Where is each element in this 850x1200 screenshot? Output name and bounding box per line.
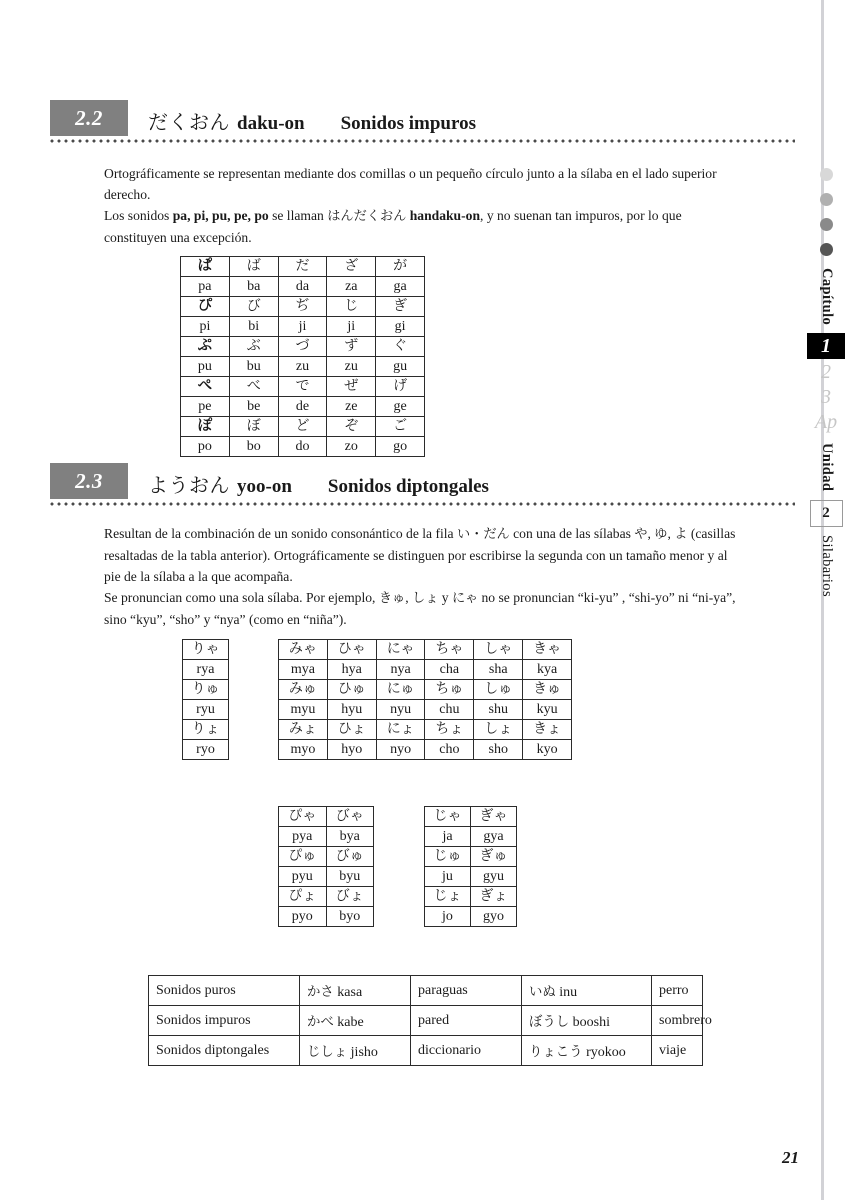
table-row: [183, 680, 229, 700]
kana-cell: じ: [327, 297, 376, 317]
romaji-cell: zu: [327, 357, 376, 377]
kana-cell: じゅ: [425, 847, 471, 867]
example-word-1: かべ kabe: [300, 1006, 411, 1036]
romaji-cell: go: [376, 437, 425, 457]
sidebar-unit-number[interactable]: 2: [810, 500, 843, 527]
section-title-romaji-2-2: daku-on: [237, 113, 305, 134]
kana-cell: ば: [229, 257, 278, 277]
section-header-2-3: [50, 463, 795, 506]
sidebar-chapter-2[interactable]: 2: [821, 361, 831, 384]
example-word-1: じしょ jisho: [300, 1036, 411, 1066]
sidebar-chapter-label: Capítulo: [819, 268, 835, 326]
kana-cell: ひょ: [327, 720, 376, 740]
kana-cell: で: [278, 377, 327, 397]
kana-cell: ぜ: [327, 377, 376, 397]
table-row: [149, 1006, 703, 1036]
kana-cell: みょ: [279, 720, 328, 740]
section-title-romaji-2-3: yoo-on: [237, 476, 292, 497]
romaji-cell: chu: [425, 700, 474, 720]
kana-cell: びゅ: [326, 847, 374, 867]
romaji-cell: gu: [376, 357, 425, 377]
kana-cell: づ: [278, 337, 327, 357]
romaji-cell: bya: [326, 827, 374, 847]
progress-dot: [820, 168, 833, 181]
kana-cell: ぐ: [376, 337, 425, 357]
yoo-on-main-table: [278, 639, 572, 760]
kana-cell: ぢ: [278, 297, 327, 317]
translation-1: pared: [411, 1006, 522, 1036]
section-title-spanish-2-3: Sonidos diptongales: [327, 476, 489, 497]
kana-cell: ぱ: [181, 257, 230, 277]
romaji-cell: ju: [425, 867, 471, 887]
progress-dot: [820, 218, 833, 231]
kana-cell: ぴゅ: [279, 847, 327, 867]
kana-cell: が: [376, 257, 425, 277]
summary-table-body: [149, 976, 712, 1066]
romaji-cell: zu: [278, 357, 327, 377]
kana-cell: ぎ: [376, 297, 425, 317]
romaji-cell: myo: [279, 740, 328, 760]
table-row: [279, 807, 374, 827]
table-row: [425, 887, 517, 907]
table-row: [181, 317, 425, 337]
kana-cell: ぴょ: [279, 887, 327, 907]
kana-text: ぼうし: [529, 1014, 570, 1030]
section-body-2-3: [104, 523, 744, 630]
romaji-cell: rya: [183, 660, 229, 680]
translation-1: paraguas: [411, 976, 522, 1006]
romaji-cell: mya: [279, 660, 328, 680]
progress-dots: [806, 168, 846, 256]
kana-cell: ちゅ: [425, 680, 474, 700]
table-row: [181, 377, 425, 397]
kana-cell: ぎゃ: [471, 807, 517, 827]
romaji-cell: ja: [425, 827, 471, 847]
romaji-cell: hyu: [327, 700, 376, 720]
kana-text: じしょ: [307, 1044, 348, 1060]
table-row: [149, 1036, 703, 1066]
example-word-1: かさ kasa: [300, 976, 411, 1006]
kana-cell: りゃ: [183, 640, 229, 660]
romaji-cell: byu: [326, 867, 374, 887]
romaji-cell: ji: [278, 317, 327, 337]
romaji-cell: bi: [229, 317, 278, 337]
romaji-cell: myu: [279, 700, 328, 720]
kana-cell: ぴ: [181, 297, 230, 317]
kana-cell: げ: [376, 377, 425, 397]
kana-cell: ず: [327, 337, 376, 357]
kana-cell: べ: [229, 377, 278, 397]
table-row: [183, 700, 229, 720]
romaji-cell: za: [327, 277, 376, 297]
translation-1: diccionario: [411, 1036, 522, 1066]
kana-cell: び: [229, 297, 278, 317]
section-header-2-2: [50, 100, 795, 143]
romaji-cell: do: [278, 437, 327, 457]
example-word-2: ぼうし booshi: [522, 1006, 652, 1036]
romaji-cell: da: [278, 277, 327, 297]
kana-cell: にょ: [376, 720, 425, 740]
romaji-cell: pi: [181, 317, 230, 337]
kana-cell: ぎゅ: [471, 847, 517, 867]
section-title-kana-2-2: だくおん: [148, 110, 230, 134]
table-row: [181, 417, 425, 437]
summary-table: [148, 975, 712, 1066]
table-row: [279, 700, 572, 720]
table-row: [181, 257, 425, 277]
table-row: [425, 827, 517, 847]
table-row: [181, 297, 425, 317]
table-row: [181, 357, 425, 377]
example-word-2: いぬ inu: [522, 976, 652, 1006]
kana-text: かさ: [307, 984, 334, 1000]
kana-cell: みゅ: [279, 680, 328, 700]
paragraph: Los sonidos pa, pi, pu, pe, po se llaman はんだくおん handaku-on, y no suenan tan impuros, por lo que constituyen una excepción.: [104, 208, 682, 245]
table-row: [181, 437, 425, 457]
table-row: [425, 847, 517, 867]
table-row: [279, 680, 572, 700]
kana-cell: ぶ: [229, 337, 278, 357]
translation-2: viaje: [652, 1036, 703, 1066]
kana-cell: にゃ: [376, 640, 425, 660]
table-row: [183, 720, 229, 740]
translation-2: sombrero: [652, 1006, 703, 1036]
kana-cell: きゃ: [523, 640, 572, 660]
kana-cell: ぞ: [327, 417, 376, 437]
romaji-cell: zo: [327, 437, 376, 457]
kana-cell: しゅ: [474, 680, 523, 700]
kana-cell: きゅ: [523, 680, 572, 700]
section-title-spanish-2-2: Sonidos impuros: [340, 113, 476, 134]
kana-cell: ぺ: [181, 377, 230, 397]
romaji-cell: pe: [181, 397, 230, 417]
table-row: [183, 740, 229, 760]
romaji-cell: kyo: [523, 740, 572, 760]
romaji-cell: ze: [327, 397, 376, 417]
kana-cell: ひゃ: [327, 640, 376, 660]
example-word-2: りょこう ryokoo: [522, 1036, 652, 1066]
section-number-badge-2-3: 2.3: [50, 463, 128, 499]
translation-2: perro: [652, 976, 703, 1006]
table-row: [425, 907, 517, 927]
section-divider-2-3: [50, 502, 795, 506]
romaji-cell: pa: [181, 277, 230, 297]
table-row: [183, 660, 229, 680]
kana-cell: きょ: [523, 720, 572, 740]
romaji-cell: gi: [376, 317, 425, 337]
section-title-kana-2-3: ようおん: [148, 473, 230, 497]
section-body-2-2: [104, 163, 744, 248]
romaji-cell: hyo: [327, 740, 376, 760]
sidebar-chapter-1[interactable]: 1: [807, 333, 845, 359]
table-row: [279, 867, 374, 887]
section-divider-2-2: [50, 139, 795, 143]
table-row: [279, 907, 374, 927]
progress-dot: [820, 193, 833, 206]
kana-cell: しょ: [474, 720, 523, 740]
romaji-cell: ga: [376, 277, 425, 297]
paragraph: Resultan de la combinación de un sonido consonántico de la fila い・だん con una de las sílabas や, ゆ, よ (casillas resaltadas de la tabla anterior). Ortográficamente se distinguen por escribirse la segunda con un tamaño menor y al pie de la sílaba a la que acompaña.: [104, 526, 736, 584]
romaji-cell: byo: [326, 907, 374, 927]
kana-cell: しゃ: [474, 640, 523, 660]
sound-type-label: Sonidos puros: [149, 976, 300, 1006]
romaji-cell: ge: [376, 397, 425, 417]
table-row: [279, 720, 572, 740]
paragraph-richtext: [104, 523, 744, 630]
sidebar-chapter-list: [806, 333, 846, 435]
table-row: [149, 976, 703, 1006]
romaji-cell: po: [181, 437, 230, 457]
table-row: [181, 337, 425, 357]
ja-gya-table: [424, 806, 517, 927]
sidebar-chapter-Ap[interactable]: Ap: [814, 411, 838, 434]
kana-cell: ざ: [327, 257, 376, 277]
section-title-2-3: [148, 469, 489, 499]
kana-cell: ぽ: [181, 417, 230, 437]
kana-cell: みゃ: [279, 640, 328, 660]
romaji-cell: pyu: [279, 867, 327, 887]
table-row: [279, 827, 374, 847]
romaji-cell: pu: [181, 357, 230, 377]
romaji-cell: sha: [474, 660, 523, 680]
kana-cell: ひゅ: [327, 680, 376, 700]
kana-text: りょこう: [529, 1044, 583, 1060]
kana-cell: だ: [278, 257, 327, 277]
kana-cell: じゃ: [425, 807, 471, 827]
table-row: [181, 397, 425, 417]
romaji-cell: nya: [376, 660, 425, 680]
romaji-cell: de: [278, 397, 327, 417]
kana-cell: ど: [278, 417, 327, 437]
table-row: [279, 640, 572, 660]
chapter-sidebar: [806, 168, 846, 605]
romaji-cell: ryu: [183, 700, 229, 720]
romaji-cell: ji: [327, 317, 376, 337]
romaji-cell: cho: [425, 740, 474, 760]
kana-cell: ぎょ: [471, 887, 517, 907]
kana-cell: ちょ: [425, 720, 474, 740]
sidebar-chapter-3[interactable]: 3: [821, 386, 831, 409]
section-title-2-2: [148, 106, 476, 136]
kana-cell: ぼ: [229, 417, 278, 437]
kana-text: いぬ: [529, 984, 556, 1000]
kana-cell: ぴゃ: [279, 807, 327, 827]
romaji-cell: nyo: [376, 740, 425, 760]
sound-type-label: Sonidos impuros: [149, 1006, 300, 1036]
paragraph-richtext: [104, 163, 744, 248]
romaji-cell: be: [229, 397, 278, 417]
romaji-cell: ba: [229, 277, 278, 297]
sidebar-unit-name: Silabarios: [819, 534, 835, 597]
sidebar-unit-label: Unidad: [819, 443, 835, 492]
romaji-cell: sho: [474, 740, 523, 760]
rya-table: [182, 639, 229, 760]
sound-type-label: Sonidos diptongales: [149, 1036, 300, 1066]
kana-text: かべ: [307, 1014, 334, 1030]
kana-cell: りょ: [183, 720, 229, 740]
kana-cell: びゃ: [326, 807, 374, 827]
romaji-cell: jo: [425, 907, 471, 927]
table-row: [425, 867, 517, 887]
table-row: [279, 660, 572, 680]
table-row: [183, 640, 229, 660]
romaji-cell: pyo: [279, 907, 327, 927]
romaji-cell: kya: [523, 660, 572, 680]
pya-bya-table: [278, 806, 374, 927]
paragraph: Ortográficamente se representan mediante dos comillas o un pequeño círculo junto a la sílaba en el lado superior derecho.: [104, 166, 717, 202]
romaji-cell: nyu: [376, 700, 425, 720]
progress-dot: [820, 243, 833, 256]
romaji-cell: gyu: [471, 867, 517, 887]
daku-on-table: [180, 256, 425, 457]
romaji-cell: ryo: [183, 740, 229, 760]
kana-cell: にゅ: [376, 680, 425, 700]
romaji-cell: bo: [229, 437, 278, 457]
romaji-cell: hya: [327, 660, 376, 680]
kana-cell: びょ: [326, 887, 374, 907]
kana-cell: りゅ: [183, 680, 229, 700]
section-number-badge-2-2: 2.2: [50, 100, 128, 136]
table-row: [279, 847, 374, 867]
romaji-cell: gyo: [471, 907, 517, 927]
romaji-cell: gya: [471, 827, 517, 847]
table-row: [181, 277, 425, 297]
romaji-cell: cha: [425, 660, 474, 680]
kana-cell: ご: [376, 417, 425, 437]
page-number: 21: [782, 1148, 799, 1167]
romaji-cell: shu: [474, 700, 523, 720]
table-row: [279, 740, 572, 760]
paragraph: Se pronuncian como una sola sílaba. Por ejemplo, きゅ, しょ y にゃ no se pronuncian “ki-yu” , “shi-yo” ni “ni-ya”, sino “kyu”, “sho” y “nya” (como en “niña”).: [104, 590, 736, 627]
kana-cell: ちゃ: [425, 640, 474, 660]
table-row: [279, 887, 374, 907]
romaji-cell: pya: [279, 827, 327, 847]
kana-cell: じょ: [425, 887, 471, 907]
kana-cell: ぷ: [181, 337, 230, 357]
table-row: [425, 807, 517, 827]
romaji-cell: kyu: [523, 700, 572, 720]
romaji-cell: bu: [229, 357, 278, 377]
